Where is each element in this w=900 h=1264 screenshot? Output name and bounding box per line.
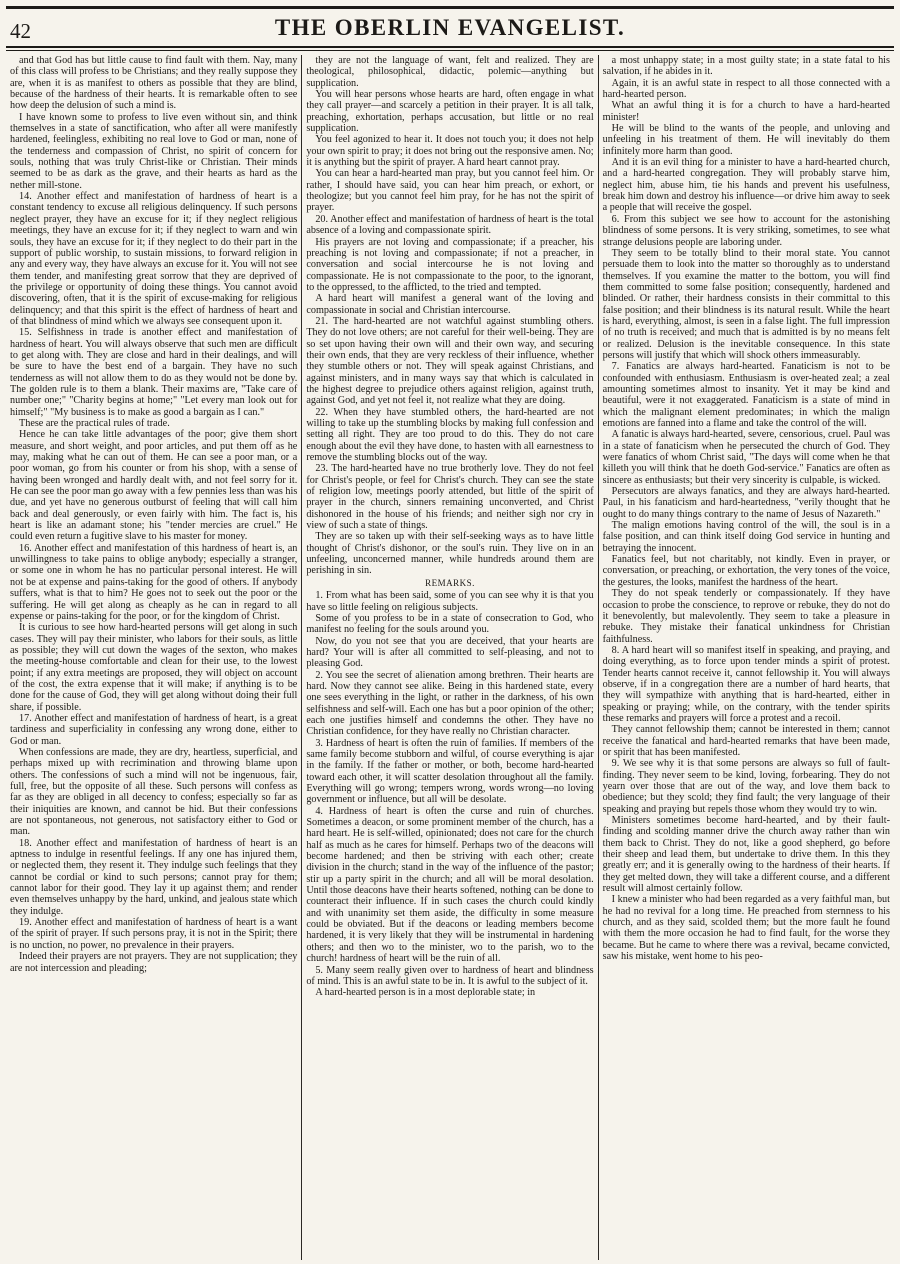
paragraph: 6. From this subject we see how to account for the astonishing blindness of some persons. It is very striking, sometimes, to see what strange delusions people are laboring under. (602, 213, 890, 248)
paragraph: 7. Fanatics are always hard-hearted. Fanaticism is not to be confounded with enthusiasm. Enthusiasm is over-heated zeal; a zeal amounting sometimes almost to insanity. Yet it may be kind and beautiful, were it not exaggerated. Fanaticism is a state of mind in which the malignant element predominates; in which the malign emotions are fanned into a flame and take the control of the will. (602, 361, 890, 429)
paragraph: Hence he can take little advantages of the poor; give them short measure, and short weight, and poor articles, and put them off as he may, making what he can out of them. He can see a poor man, or a poor woman, go from his counter or from his shop, with a sense of having been wronged and hardly dealt with, and not feel sorry for it. He can see the poor man go away with a few pennies less than was his due, and yet have no generous outburst of feeling that will call him back and deal generously, or even fairly with him. The fact is, his heart is like an adamant stone; his "tender mercies are cruel." He could even return a fugitive slave to his master for money. (10, 429, 298, 543)
paragraph: What an awful thing it is for a church to have a hard-hearted minister! (602, 100, 890, 123)
paragraph: You can hear a hard-hearted man pray, but you cannot feel him. Or rather, I should have said, you can hear him preach, or exhort, or theologize; but you cannot feel him pray, for he has not the spirit of prayer. (306, 168, 594, 214)
paragraph: A hard heart will manifest a general want of the loving and compassionate in social and Christian intercourse. (306, 293, 594, 316)
paragraph: You will hear persons whose hearts are hard, often engage in what they call prayer—and scarcely a petition in their prayer. It is all talk, preaching, exhortation, perhaps accusation, but little or no real supplication. (306, 89, 594, 135)
paragraph: His prayers are not loving and compassionate; if a preacher, his preaching is not loving and compassionate; if not a preacher, in conversation and social intercourse he is not loving and compassionate. He is not compassionate to the poor, to the ignorant, to the oppressed, to the afflicted, to the tried and tempted. (306, 236, 594, 293)
paragraph: 9. We see why it is that some persons are always so full of fault-finding. They never seem to be kind, loving, forbearing. They do not yearn over those that are out of the way, and love them back to obedience; but they scold; they find fault; the very language of their speaking and praying but repels those whom they would try to win. (602, 758, 890, 815)
paragraph: You feel agonized to hear it. It does not touch you; it does not help your own spirit to pray; it does not bring out the responsive amen. No; it is anything but the spirit of prayer. A hard heart cannot pray. (306, 134, 594, 169)
top-rule (6, 6, 894, 9)
header-rule-thin (6, 50, 894, 51)
page-number: 42 (10, 19, 31, 43)
paragraph: a most unhappy state; in a most guilty state; in a state fatal to his salvation, if he abides in it. (602, 55, 890, 78)
paragraph: They cannot fellowship them; cannot be interested in them; cannot receive the fanatical and hard-hearted remarks that have been made, or spirit that has been manifested. (602, 724, 890, 758)
paragraph: A fanatic is always hard-hearted, severe, censorious, cruel. Paul was in a state of fanaticism when he persecuted the church of God. They were fanatics of whom Christ said, "The days will come when he that killeth you will think that he doeth God-service." Fanatics are often as sincere as enthusiasts; but their very sincerity is culpable, is wicked. (602, 429, 890, 486)
paragraph: These are the practical rules of trade. (19, 418, 170, 429)
paragraph: 1. From what has been said, some of you can see why it is that you have so little feeling on religious subjects. (306, 590, 594, 613)
paragraph: 3. Hardness of heart is often the ruin of families. If members of the same family become stubborn and wilful, of course everything is ajar in the family. If the father or mother, or both, become hard-hearted toward each other, it will scatter desolation throughout all the family. Everything will go wrong; tempers wrong, words wrong—no loving government or influence, but all will be desolate. (306, 737, 594, 806)
paragraph: Again, it is an awful state in respect to all those connected with a hard-hearted person. (602, 77, 890, 101)
paragraph: 4. Hardness of heart is often the curse and ruin of churches. Sometimes a deacon, or some prominent member of the church, has a hard heart. He is self-willed, opinionated; does not care for the church half as much as he cares for himself. Perhaps two of the deacons will become hardened; and then be striving with each other; create division in the church; stand in the way of the influence of the pastor; stir up a party spirit in the church; and all will be moral desolation. Until those deacons have their hearts softened, nothing can be done to counteract their influence. If in such cases the church could kindly and with unanimity set them aside, the difficulty in some measure could be obviated. But if the deacons or leading members become hardened, it is very likely that they will be instrumental in hardening others; and then wo to the minister, wo to the parish, wo to the church! hardness of heart will be the ruin of all. (306, 805, 594, 965)
paragraph: Fanatics feel, but not charitably, not kindly. Even in prayer, or conversation, or preaching, or exhortation, the very tones of the voice, the gestures, the looks, manifest the hardness of the heart. (602, 554, 890, 588)
paragraph: They do not speak tenderly or compassionately. If they have occasion to probe the conscience, to reprove or rebuke, they do not do it benevolently, but malevolently. They seem to take a pleasure in rebuke. They mistake their fanatical unkindness for Christian faithfulness. (602, 588, 890, 645)
column-3 (598, 55, 894, 1260)
paragraph: I knew a minister who had been regarded as a very faithful man, but he had no revival for a long time. He preached from sternness to his church, and as they said, scolded them; but the more fault he found with them the more occasion he had to find fault, for the worse they became. But he came to where there was a revival, became convicted, saw his mistake, went home to his peo- (602, 894, 890, 963)
paragraph: 19. Another effect and manifestation of hardness of heart is a want of the spirit of prayer. If such persons pray, it is not in the Spirit; there is no unction, no power, no prevalence in their prayers. (10, 917, 298, 951)
column-2 (301, 55, 597, 1260)
text-columns (6, 55, 894, 1260)
paragraph: 21. The hard-hearted are not watchful against stumbling others. They do not love others; are not careful for their well-being. They are so set upon having their own will and their own way, and securing their own ends, that they are very reckless of their influence, whether they stumble others or not. They will speak against Christians, and against ministers, and in many ways say that which is calculated in the highest degree to prejudice others against religion, against truth, against God, and yet not feel it, not realize what they are doing. (306, 315, 594, 407)
paragraph: and that God has but little cause to find fault with them. Nay, many of this class will profess to be Christians; and they really suppose they are, when it is as manifest to others as possible that they are blind, because of the hardness of their hearts. It is remarkable often to see how deep the delusion of such a mind is. (10, 55, 298, 112)
paragraph: And it is an evil thing for a minister to have a hard-hearted church, and a hard-hearted congregation. They will probably starve him, neglect him, abuse him, tie his hands and prevent his usefulness, break him down and destroy his influence—or drive him away to seek a people that will receive the gospel. (602, 157, 890, 214)
paragraph: It is curious to see how hard-hearted persons will get along in such cases. They will pay their minister, who labors for their souls, as little as possible; they will cut down the wages of the sexton, who makes the meeting-house comfortable and clean for their use, to the lowest point; if any extra meetings are proposed, they will object on account of the cost, the extra expense that it will make; if anything is to be done for the cause of God, they will get along without doing their full share, if possible. (10, 622, 298, 713)
paragraph: 8. A hard heart will so manifest itself in speaking, and praying, and doing everything, as to force upon tender minds a spirit of protest. Tender hearts cannot receive it, cannot fellowship it. You will always observe, if in a congregation there are a number of hard hearts, that they will sympathize with anything that is hard-hearted, either in speaking or praying; while, on the contrary, with the tender spirits these remarks and prayers will force a protest and a recoil. (602, 644, 890, 724)
paragraph: Persecutors are always fanatics, and they are always hard-hearted. Paul, in his fanaticism and hard-heartedness, "verily thought that he ought to do many things contrary to the name of Jesus of Nazareth." (602, 486, 890, 520)
paragraph: Some of you profess to be in a state of consecration to God, who manifest no feeling for the souls around you. (306, 612, 594, 636)
paragraph: 17. Another effect and manifestation of hardness of heart, is a great tardiness and superficiality in confessing any wrong done, either to God or man. (10, 712, 298, 747)
paragraph: 22. When they have stumbled others, the hard-hearted are not willing to take up the stumbling blocks by making full confession and setting all right. They are too proud to do this. They do not care enough about the evil they have done, to hasten with all earnestness to remove the stumbling blocks out of the way. (306, 406, 594, 464)
paragraph: A hard-hearted person is in a most deplorable state; in (315, 987, 536, 999)
paragraph: 2. You see the secret of alienation among brethren. Their hearts are hard. Now they cannot see alike. Being in this hardened state, every one sees everything in the light, or rather in the darkness, of his own selfishness and self-will. Each one has but a poor opinion of the other; each one justifies himself and condemns the other. They have no Christian confidence, for they have really no Christian character. (306, 669, 594, 738)
paragraph: 16. Another effect and manifestation of this hardness of heart is, an unwillingness to take pains to oblige anybody; especially a stranger, or some one in whom he has no particular personal interest. He will not be at expense and pains-taking for the good of others. If anybody suffers, what is that to him? He goes not to seek out the poor or the suffering. He will get along as cheaply as he can in regard to all expense or pains-taking for the poor, or for the kingdom of Christ. (10, 542, 298, 622)
paragraph: 23. The hard-hearted have no true brotherly love. They do not feel for Christ's people, or feel for Christ's church. They can see the state of religion low, meetings poorly attended, but little of the spirit of prayer in the church, sinners remaining unconverted, and Christ dishonored in the house of his friends; and neither sigh nor cry in view of such a state of things. (306, 463, 594, 532)
paragraph: The malign emotions having control of the will, the soul is in a false position, and can think itself doing God service in hunting and betraying the innocent. (602, 520, 890, 554)
paragraph: When confessions are made, they are dry, heartless, superficial, and perhaps mixed up with recrimination and throwing blame upon others. The confessions of such a mind will not be ingenuous, fair, full, free, but the opposite of all these. Such persons will confess as far as they are obliged in all decency to confess; especially so far as their iniquities are known, and cannot be hid. But their confessions are not spontaneous, not generous, not satisfactory either to God or man. (10, 746, 298, 838)
page-header (6, 11, 894, 45)
section-heading: REMARKS. (425, 577, 475, 588)
paragraph: Ministers sometimes become hard-hearted, and by their fault-finding and scolding manner drive the church away rather than win them back to Christ. They do not, like a good shepherd, go before their sheep and lead them, but undertake to drive them. In this they greatly err; and it is generally owing to the hardness of their hearts. If they get melted down, they will take a different course, and a different result will almost certainly follow. (602, 815, 890, 895)
paragraph: 14. Another effect and manifestation of hardness of heart is a constant tendency to excuse all religious delinquency. If such persons neglect prayer, they have an excuse for it; if they neglect religious meetings, they have an excuse for it; if they neglect to warn and win souls, they have an excuse for it; if they neglect to do their part in the support of public worship, to sustain missions, to forward religion in any and every way, they have always an excuse for it. You will not see them tender, and manifesting great sorrow that they are deprived of the privilege or opportunity of doing these things. You cannot avoid discovering, often, that it is the spirit of excuse-making for religious delinquency; and that this spirit is the effect of hardness of heart and of that blindness of mind which we always see consequent upon it. (10, 191, 298, 327)
paragraph: Indeed their prayers are not prayers. They are not supplication; they are not intercession and pleading; (10, 951, 298, 974)
column-1 (6, 55, 301, 1260)
paragraph: they are not the language of want, felt and realized. They are theological, philosophical, didactic, polemic—anything but supplication. (306, 55, 594, 89)
header-rule (6, 46, 894, 48)
paragraph: 18. Another effect and manifestation of hardness of heart is an aptness to indulge in resentful feelings. If any one has injured them, or neglected them, they resent it. They indulge such feelings that they cannot be cordial or kind to such persons; cannot pray for them; cannot labor for their good. They lay it up against them; and render even themselves unhappy by the hard, unkind, and jealous state which they indulge. (10, 837, 298, 917)
paragraph: He will be blind to the wants of the people, and unloving and unfeeling in his treatment of them. He will inevitably do them infinitely more harm than good. (602, 123, 890, 157)
paragraph: I have known some to profess to live even without sin, and think themselves in a state of sanctification, who after all were manifestly hardened, feelingless, exhibiting no real love to God or man, none of the tenderness and compassion of Christ, no spirit of concern for souls, nothing that was truly Christ-like or Christian. Their minds seemed to be as dark as the grave, and their hearts as hard as the nether mill-stone. (10, 111, 298, 191)
paragraph: 20. Another effect and manifestation of hardness of heart is the total absence of a loving and compassionate spirit. (306, 213, 594, 237)
paragraph: They seem to be totally blind to their moral state. You cannot persuade them to look into the matter so thoroughly as to understand themselves. If you examine the matter to the bottom, you will find them committed to some false position; consequently, hardened and blinded. Or rather, their hardness consists in their committal to this false position; and their blindness is its natural result. While the heart is hard, everything, almost, is seen in a false light. The full impression of no truth is received; and much that is admitted is by no means felt or realized. Delusion is the inevitable consequence. In this state persons will justify that which will shock others immeasurably. (602, 247, 890, 361)
masthead-title: THE OBERLIN EVANGELIST. (274, 15, 626, 40)
paragraph: Now, do you not see that you are deceived, that your hearts are hard? Your will is after all committed to self-pleasing, and not to pleasing God. (306, 635, 594, 670)
paragraph: 15. Selfishness in trade is another effect and manifestation of hardness of heart. You will always observe that such men are difficult to get along with. They are close and hard in their dealings, and will be sure to have the best end of a bargain. They have no such tenderness as will not allow them to do as they would not be done by. The golden rule is to them a blank. Their maxims are, "Take care of number one;" "Charity begins at home;" "Let every man look out for himself;" "My business is to make as good a bargain as I can." (10, 327, 298, 418)
paragraph: 5. Many seem really given over to hardness of heart and blindness of mind. This is an awful state to be in. It is awful to the subject of it. (306, 964, 594, 987)
paragraph: They are so taken up with their self-seeking ways as to have little thought of Christ's dishonor, or the soul's ruin. They live on in an unfeeling, unconcerned manner, while hundreds around them are perishing in sin. (306, 531, 594, 577)
